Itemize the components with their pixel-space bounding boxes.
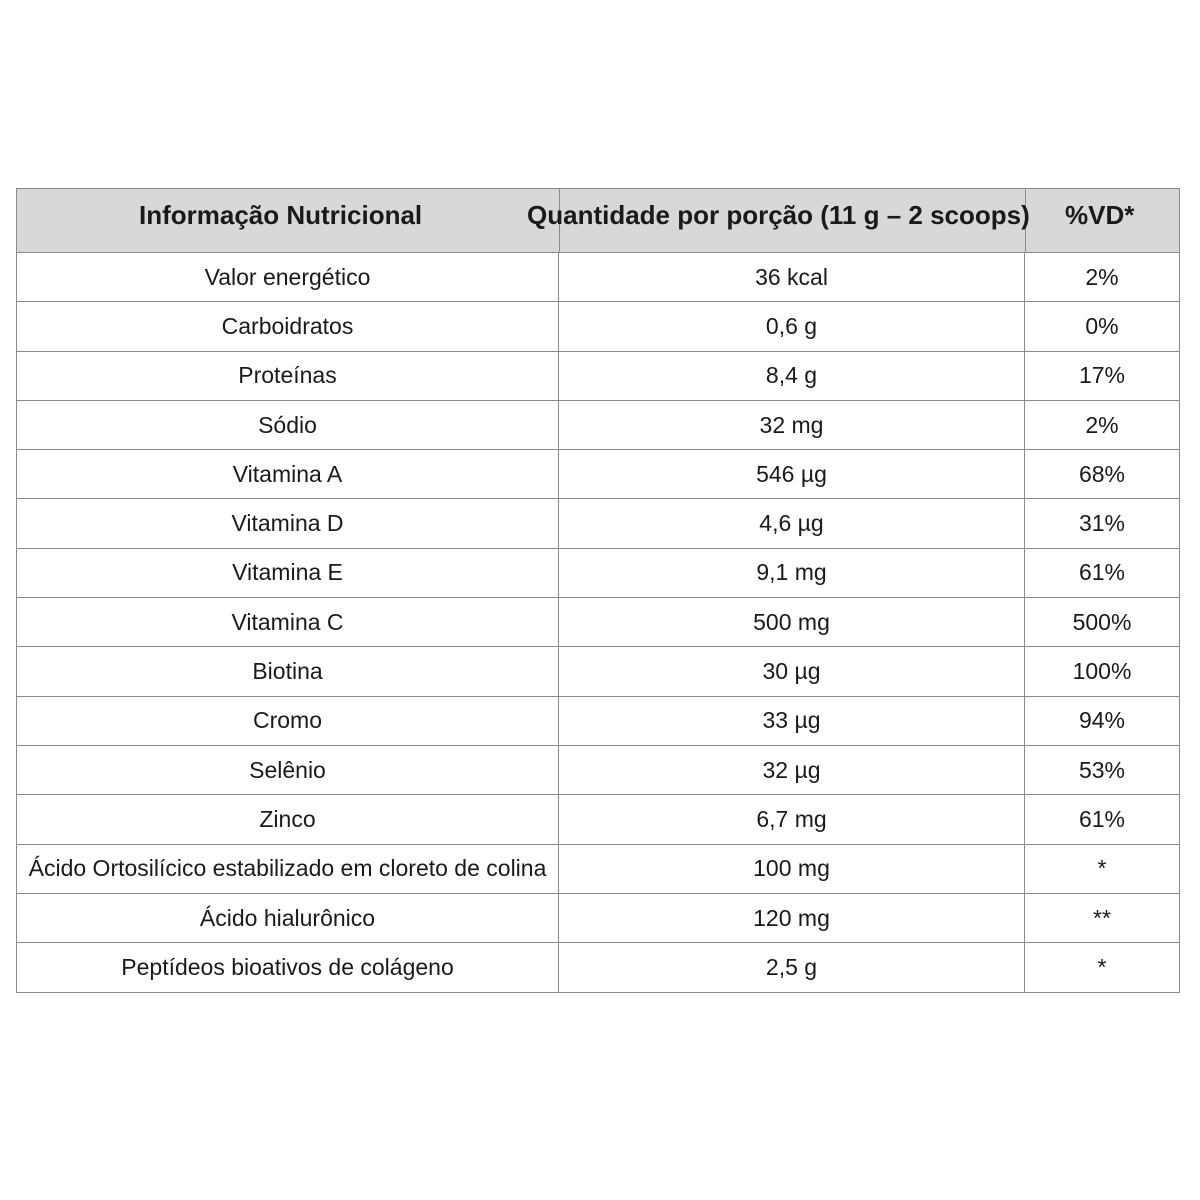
nutrient-name: Biotina <box>17 647 559 695</box>
nutrient-vd: 100% <box>1072 658 1132 685</box>
nutrient-name: Vitamina C <box>17 598 559 646</box>
nutrient-vd: 2% <box>1085 263 1119 290</box>
header-nutrient: Informação Nutricional <box>139 200 423 230</box>
nutrient-vd: 17% <box>1078 362 1126 389</box>
table-row <box>17 845 1179 894</box>
nutrient-quantity: 500 mg <box>559 598 1025 646</box>
table-row <box>17 450 1179 499</box>
nutrient-name: Cromo <box>17 697 559 745</box>
nutrient-vd: * <box>1097 855 1107 882</box>
nutrient-vd: 53% <box>1078 756 1126 783</box>
table-row <box>17 499 1179 548</box>
table-row <box>17 697 1179 746</box>
table-row <box>17 401 1179 450</box>
nutrient-vd: 0% <box>1085 312 1119 339</box>
table-row <box>17 302 1179 351</box>
nutrient-vd: 68% <box>1078 460 1126 487</box>
table-header-row <box>17 189 1179 253</box>
table-row <box>17 647 1179 696</box>
table-row <box>17 943 1179 992</box>
nutrient-name: Vitamina E <box>17 549 559 597</box>
nutrient-quantity: 32 µg <box>559 746 1025 794</box>
nutrient-vd: ** <box>1093 904 1111 931</box>
nutrient-name: Carboidratos <box>17 302 559 350</box>
table-body <box>17 253 1179 992</box>
nutrient-quantity: 8,4 g <box>559 352 1025 400</box>
table-row <box>17 549 1179 598</box>
nutrient-name: Peptídeos bioativos de colágeno <box>17 943 559 992</box>
nutrient-quantity: 100 mg <box>559 845 1025 893</box>
header-quantity: Quantidade por porção (11 g – 2 scoops) <box>527 200 1030 230</box>
nutrient-name: Proteínas <box>17 352 559 400</box>
nutrient-name: Ácido hialurônico <box>17 894 559 942</box>
table-row <box>17 746 1179 795</box>
nutrient-name: Vitamina A <box>17 450 559 498</box>
nutrient-name: Sódio <box>17 401 559 449</box>
nutrient-vd: 2% <box>1085 411 1119 438</box>
nutrient-quantity: 32 mg <box>559 401 1025 449</box>
nutrient-name: Zinco <box>17 795 559 843</box>
nutrient-name: Selênio <box>17 746 559 794</box>
nutrient-vd: 31% <box>1078 510 1126 537</box>
nutrient-name: Vitamina D <box>17 499 559 547</box>
nutrient-quantity: 9,1 mg <box>559 549 1025 597</box>
nutrient-quantity: 0,6 g <box>559 302 1025 350</box>
table-row <box>17 352 1179 401</box>
header-vd: %VD* <box>1065 200 1135 230</box>
table-row <box>17 598 1179 647</box>
nutrient-name: Valor energético <box>17 253 559 301</box>
table-row <box>17 795 1179 844</box>
nutrient-quantity: 546 µg <box>559 450 1025 498</box>
nutrient-name: Ácido Ortosilícico estabilizado em cloreto de colina <box>17 845 559 893</box>
nutrient-quantity: 36 kcal <box>559 253 1025 301</box>
nutrient-quantity: 120 mg <box>559 894 1025 942</box>
nutrient-vd: 94% <box>1078 707 1126 734</box>
nutrition-facts-table <box>16 188 1180 993</box>
nutrient-quantity: 30 µg <box>559 647 1025 695</box>
nutrient-vd: 61% <box>1078 805 1126 832</box>
table-row <box>17 894 1179 943</box>
nutrient-vd: 61% <box>1078 559 1126 586</box>
nutrient-quantity: 6,7 mg <box>559 795 1025 843</box>
nutrient-quantity: 33 µg <box>559 697 1025 745</box>
nutrient-quantity: 2,5 g <box>559 943 1025 992</box>
table-row <box>17 253 1179 302</box>
nutrient-quantity: 4,6 µg <box>559 499 1025 547</box>
nutrient-vd: 500% <box>1072 608 1132 635</box>
nutrient-vd: * <box>1097 954 1107 981</box>
